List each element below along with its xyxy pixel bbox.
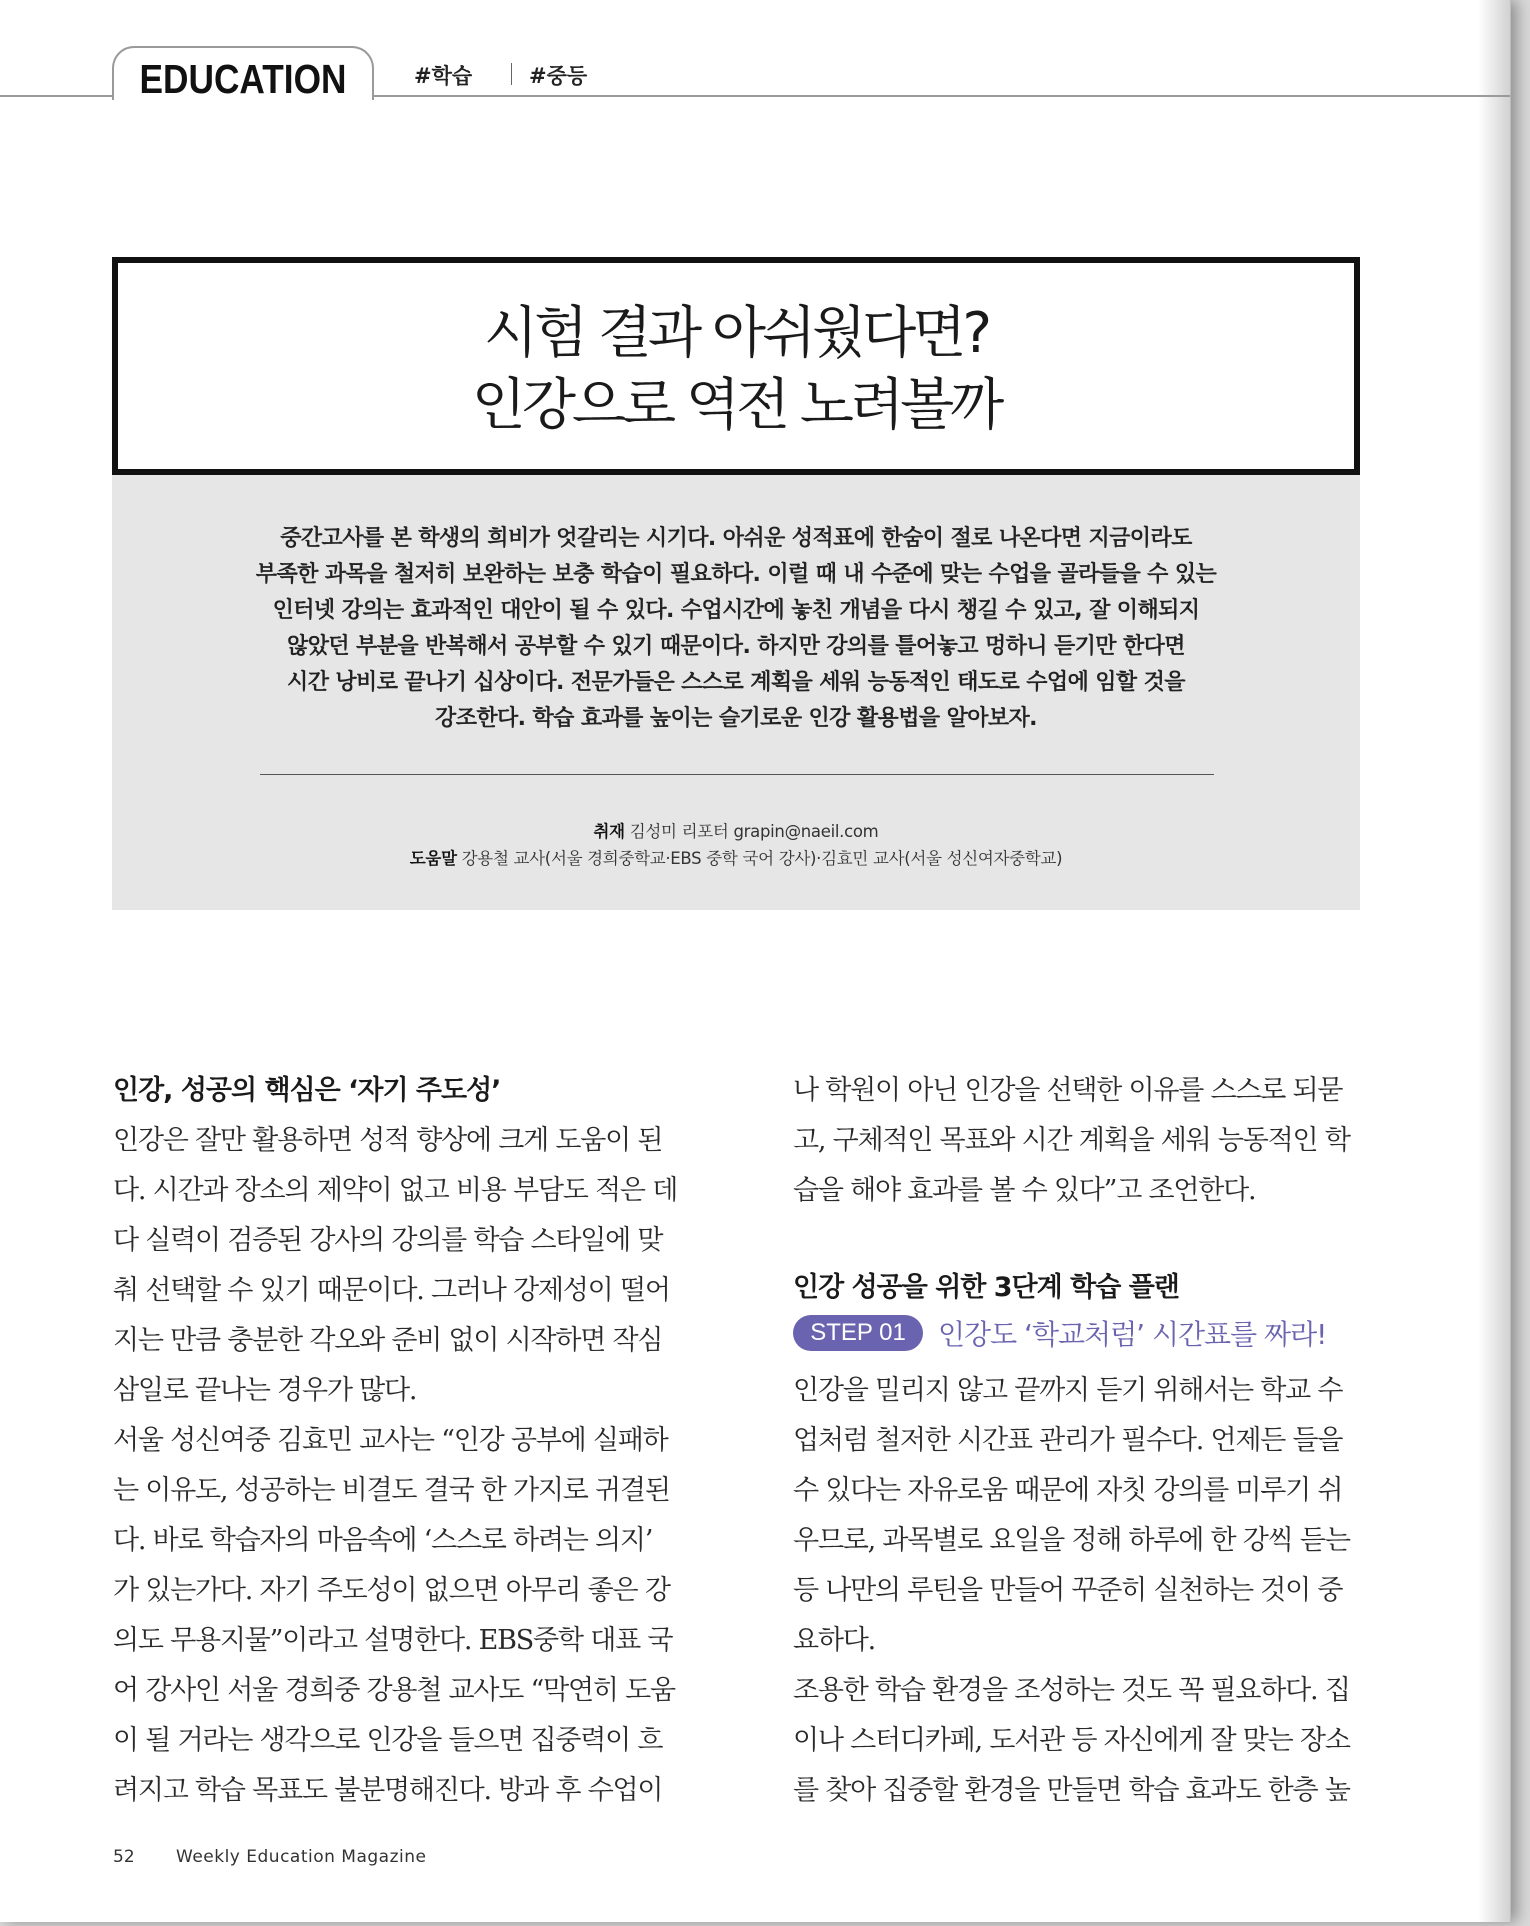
body-line: 인강을 밀리지 않고 끝까지 듣기 위해서는 학교 수 [793,1375,1343,1406]
lead-line: 시간 낭비로 끝나기 십상이다. 전문가들은 스스로 계획을 세워 능동적인 태도로 수업에 임할 것을 [287,670,1185,695]
body-line: 를 찾아 집중할 환경을 만들면 학습 효과도 한층 높 [793,1775,1350,1806]
tag-separator [511,63,512,85]
body-line: 등 나만의 루틴을 만들어 꾸준히 실천하는 것이 중 [793,1575,1343,1606]
title-line-1: 시험 결과 아쉬웠다면? [483,301,989,366]
lead-line: 부족한 과목을 철저히 보완하는 보충 학습이 필요하다. 이럴 때 내 수준에 맞는 수업을 골라들을 수 있는 [255,562,1217,587]
credit-advisors [112,845,1360,869]
body-line: 가 있는가다. 자기 주도성이 없으면 아무리 좋은 강 [113,1575,670,1606]
body-line: 다. 시간과 장소의 제약이 없고 비용 부담도 적은 데 [113,1175,678,1206]
page-edge-shadow [1478,0,1510,1922]
title-line-2: 인강으로 역전 노려볼까 [471,373,1001,438]
lead-box [112,475,1360,910]
body-line: 려지고 학습 목표도 불분명해진다. 방과 후 수업이 [113,1775,663,1806]
body-line: 조용한 학습 환경을 조성하는 것도 꼭 필요하다. 집 [793,1675,1350,1706]
body-line: 업처럼 철저한 시간표 관리가 필수다. 언제든 들을 [793,1425,1343,1456]
title-box [112,257,1360,475]
lead-line: 인터넷 강의는 효과적인 대안이 될 수 있다. 수업시간에 놓친 개념을 다시 챙길 수 있고, 잘 이해되지 [272,598,1200,623]
body-line: 우므로, 과목별로 요일을 정해 하루에 한 강씩 듣는 [793,1525,1350,1556]
lead-line: 않았던 부분을 반복해서 공부할 수 있기 때문이다. 하지만 강의를 틀어놓고 멍하니 듣기만 한다면 [287,634,1185,659]
credit-advisors-text: 강용철 교사(서울 경희중학교·EBS 중학 국어 강사)·김효민 교사(서울 성신여자중학교) [461,849,1063,868]
credit-reporter-text: 김성미 리포터 grapin@naeil.com [629,822,879,841]
left-heading: 인강, 성공의 핵심은 ‘자기 주도성’ [113,1075,501,1106]
lead-line: 강조한다. 학습 효과를 높이는 슬기로운 인강 활용법을 알아보자. [435,706,1037,731]
tag-study: #학습 [414,64,473,88]
body-line: 지는 만큼 충분한 각오와 준비 없이 시작하면 작심 [113,1325,663,1356]
step-title: 인강도 ‘학교처럼’ 시간표를 짜라! [938,1318,1327,1351]
credit-reporter [112,818,1360,842]
right-heading: 인강 성공을 위한 3단계 학습 플랜 [793,1272,1179,1303]
lead-divider [260,774,1214,775]
body-line: 는 이유도, 성공하는 비결도 결국 한 가지로 귀결된 [113,1475,670,1506]
body-line: 수 있다는 자유로움 때문에 자칫 강의를 미루기 쉬 [793,1475,1343,1506]
body-line: 습을 해야 효과를 볼 수 있다”고 조언한다. [793,1175,1256,1206]
section-label: EDUCATION [139,56,347,102]
body-line: 어 강사인 서울 경희중 강용철 교사도 “막연히 도움 [113,1675,675,1706]
section-tab [112,46,374,100]
credit-advisors-label: 도움말 [409,849,457,868]
step-badge: STEP 01 [793,1315,923,1351]
body-line: 다 실력이 검증된 강사의 강의를 학습 스타일에 맞 [113,1225,663,1256]
lead-line: 중간고사를 본 학생의 희비가 엇갈리는 시기다. 아쉬운 성적표에 한숨이 절로 나온다면 지금이라도 [280,526,1192,551]
body-line: 삼일로 끝나는 경우가 많다. [113,1375,417,1406]
tag-middle-school: #중등 [529,64,588,88]
page-number: 52 [113,1847,135,1867]
body-line: 이 될 거라는 생각으로 인강을 들으면 집중력이 흐 [113,1725,663,1756]
body-line: 요하다. [793,1625,876,1656]
body-line: 서울 성신여중 김효민 교사는 “인강 공부에 실패하 [113,1425,668,1456]
magazine-name: Weekly Education Magazine [176,1847,427,1867]
body-line: 춰 선택할 수 있기 때문이다. 그러나 강제성이 떨어 [113,1275,670,1306]
body-line: 인강은 잘만 활용하면 성적 향상에 크게 도움이 된 [113,1125,663,1156]
credit-reporter-label: 취재 [593,822,625,841]
body-line: 의도 무용지물”이라고 설명한다. EBS중학 대표 국 [113,1625,673,1656]
body-line: 나 학원이 아닌 인강을 선택한 이유를 스스로 되묻 [793,1075,1343,1106]
body-line: 다. 바로 학습자의 마음속에 ‘스스로 하려는 의지’ [113,1525,653,1556]
body-line: 이나 스터디카페, 도서관 등 자신에게 잘 맞는 장소 [793,1725,1350,1756]
body-line: 고, 구체적인 목표와 시간 계획을 세워 능동적인 학 [793,1125,1350,1156]
